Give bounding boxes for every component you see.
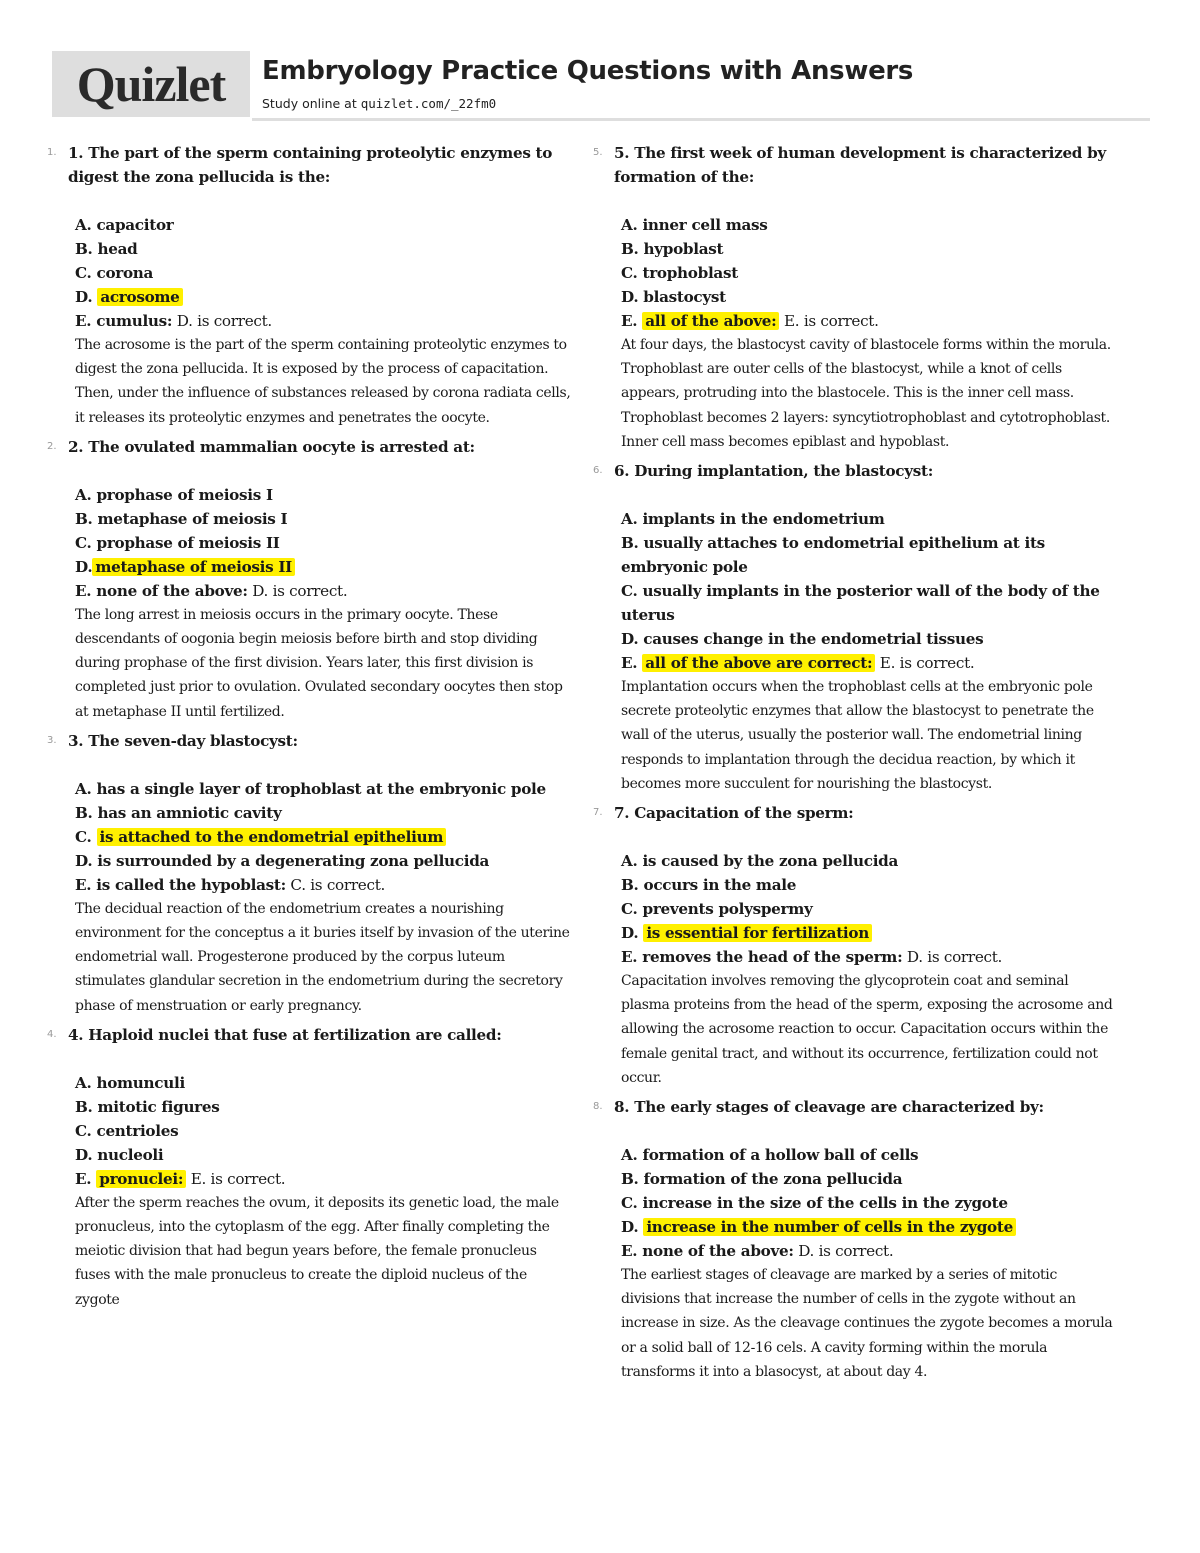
answer-explanation: The decidual reaction of the endometrium creates a nourishing environment for the conceptus a it buries itself by invasion of the uterine endometrial wall. Progesterone produced by the corpus luteum stimulates glandular secretion in the endometrium during the secretory phase of menstruation or early pregnancy. — [75, 900, 570, 1014]
option-prefix: D. — [75, 557, 93, 576]
option-label: E. none of the above: — [75, 581, 248, 600]
highlighted-answer: pronuclei: — [96, 1170, 186, 1188]
question-number: 4. — [47, 1028, 57, 1040]
option-label: E. is called the hypoblast: — [75, 875, 286, 894]
answer-explanation: The long arrest in meiosis occurs in the primary oocyte. These descendants of oogonia begin meiosis before birth and stop dividing during prophase of the first division. Years later, this first division is completed just prior to ovulation. Ovulated secondary oocytes then stop at metaphase II until fertilized. — [75, 606, 563, 720]
question-stem: 3. The seven-day blastocyst: — [68, 731, 298, 750]
left-column — [47, 141, 572, 1317]
question-stem: 7. Capacitation of the sperm: — [614, 804, 854, 823]
question-stem: 1. The part of the sperm containing proteolytic enzymes to digest the zona pellucida is the: — [68, 144, 553, 186]
option-prefix: D. — [75, 288, 98, 306]
option-label: B. head — [75, 240, 138, 258]
option-label: B. hypoblast — [621, 240, 724, 258]
quizlet-logo — [52, 51, 250, 117]
option-label: B. metaphase of meiosis I — [75, 509, 288, 528]
option-label: B. formation of the zona pellucida — [621, 1170, 903, 1189]
correct-answer-note: C. is correct. — [285, 875, 386, 894]
correct-answer-note: E. is correct. — [186, 1169, 286, 1188]
question-stem: 8. The early stages of cleavage are characterized by: — [614, 1098, 1044, 1117]
answer-option — [75, 309, 572, 333]
option-label: D. causes change in the endometrial tissues — [621, 630, 984, 649]
question-5 — [593, 141, 1118, 454]
option-label: D. nucleoli — [75, 1145, 164, 1164]
study-online-label: Study online at — [262, 96, 361, 111]
question-3 — [47, 729, 572, 1018]
option-label: E. removes the head of the sperm: — [621, 948, 903, 967]
answer-option — [621, 261, 1118, 285]
answer-option — [621, 1167, 1118, 1191]
option-label: A. is caused by the zona pellucida — [621, 852, 899, 871]
option-label: C. corona — [75, 264, 154, 282]
answer-options — [68, 777, 572, 897]
question-8 — [593, 1095, 1118, 1384]
answer-option — [621, 1191, 1118, 1215]
highlighted-answer: all of the above: — [642, 312, 779, 330]
correct-answer-note: D. is correct. — [793, 1242, 894, 1261]
answer-option — [75, 1143, 572, 1167]
answer-option — [621, 285, 1118, 309]
question-4 — [47, 1023, 572, 1312]
question-stem: 5. The first week of human development is characterized by formation of the: — [614, 144, 1106, 186]
highlighted-answer: increase in the number of cells in the zygote — [643, 1218, 1016, 1236]
answer-option — [75, 531, 572, 555]
answer-option — [75, 1119, 572, 1143]
highlighted-answer: is essential for fertilization — [643, 924, 872, 942]
answer-option — [621, 213, 1118, 237]
option-label: A. has a single layer of trophoblast at the embryonic pole — [75, 779, 546, 798]
logo-text: Quizlet — [76, 56, 226, 112]
correct-answer-note: E. is correct. — [779, 312, 879, 330]
option-label: C. trophoblast — [621, 264, 738, 282]
highlighted-answer: acrosome — [97, 288, 182, 306]
correct-answer-note: D. is correct. — [172, 312, 272, 330]
answer-explanation: Implantation occurs when the trophoblast cells at the embryonic pole secrete proteolytic enzymes that allow the blastocyst to penetrate the wall of the uterus, usually the posterior wall. The endometrial lining responds to implantation through the decidua reaction, by which it becomes more succulent for nourishing the blastocyst. — [621, 679, 1094, 792]
answer-options — [614, 213, 1118, 333]
option-label: A. homunculi — [75, 1073, 185, 1092]
highlighted-answer: is attached to the endometrial epithelium — [97, 828, 447, 846]
option-label: C. increase in the size of the cells in the zygote — [621, 1194, 1008, 1213]
option-prefix: D. — [621, 1218, 644, 1237]
answer-explanation: The earliest stages of cleavage are marked by a series of mitotic divisions that increase the number of cells in the zygote without an increase in size. As the cleavage continues the zygote becomes a morula or a solid ball of 12-16 cels. A cavity forming within the morula transforms it into a blasocyst, at about day 4. — [621, 1267, 1113, 1380]
correct-answer-note: D. is correct. — [247, 581, 348, 600]
answer-option — [621, 531, 1118, 579]
question-stem: 6. During implantation, the blastocyst: — [614, 462, 934, 481]
option-prefix: E. — [75, 1169, 97, 1188]
answer-options — [68, 213, 572, 333]
answer-option — [75, 579, 572, 603]
question-number: 8. — [593, 1101, 603, 1113]
page-title: Embryology Practice Questions with Answers — [262, 56, 914, 86]
answer-options — [614, 507, 1118, 675]
answer-option — [75, 873, 572, 897]
header-divider — [252, 118, 1150, 121]
option-label: B. mitotic figures — [75, 1097, 220, 1116]
answer-option-correct — [75, 825, 572, 849]
answer-explanation: At four days, the blastocyst cavity of blastocele forms within the morula. Trophoblast are outer cells of the blastocyst, while a knot of cells appears, protruding into the blastocele. This is the inner cell mass. Trophoblast becomes 2 layers: syncytiotrophoblast and cytotrophoblast. Inner cell mass becomes epiblast and hypoblast. — [621, 337, 1111, 450]
answer-explanation: Capacitation involves removing the glycoprotein coat and seminal plasma proteins from the head of the sperm, exposing the acrosome and allowing the acrosome reaction to occur. Capacitation occurs within the female genital tract, and without its occurrence, fertilization could not occur. — [621, 973, 1113, 1086]
option-label: B. has an amniotic cavity — [75, 803, 282, 822]
answer-option — [621, 873, 1118, 897]
option-label: A. implants in the endometrium — [621, 510, 885, 529]
question-2 — [47, 435, 572, 724]
option-label: E. none of the above: — [621, 1242, 794, 1261]
answer-option — [75, 213, 572, 237]
option-label: D. is surrounded by a degenerating zona pellucida — [75, 851, 490, 870]
highlighted-answer: metaphase of meiosis II — [92, 558, 295, 576]
answer-option — [75, 777, 572, 801]
answer-option — [621, 1239, 1118, 1263]
answer-option-correct — [621, 921, 1118, 945]
answer-option — [621, 1143, 1118, 1167]
option-label: B. usually attaches to endometrial epithelium at its embryonic pole — [621, 534, 1045, 577]
answer-option — [75, 1071, 572, 1095]
study-online-link[interactable]: quizlet.com/_22fm0 — [360, 96, 497, 111]
option-prefix: E. — [621, 654, 643, 673]
answer-option-correct — [621, 1215, 1118, 1239]
answer-option — [75, 507, 572, 531]
answer-option-correct — [621, 309, 1118, 333]
answer-option — [621, 627, 1118, 651]
option-label: C. usually implants in the posterior wall of the body of the uterus — [621, 582, 1100, 625]
answer-option-correct — [75, 1167, 572, 1191]
answer-option — [621, 579, 1118, 627]
answer-option — [621, 237, 1118, 261]
answer-option — [621, 945, 1118, 969]
answer-option — [621, 897, 1118, 921]
answer-option-correct — [75, 555, 572, 579]
question-stem: 2. The ovulated mammalian oocyte is arrested at: — [68, 437, 475, 456]
option-label: A. inner cell mass — [621, 216, 768, 234]
answer-option-correct — [621, 651, 1118, 675]
right-column — [593, 141, 1118, 1389]
option-label: C. prophase of meiosis II — [75, 533, 280, 552]
option-label: A. formation of a hollow ball of cells — [621, 1146, 919, 1165]
question-number: 6. — [593, 465, 603, 477]
option-prefix: E. — [621, 312, 643, 330]
answer-option — [75, 261, 572, 285]
option-label: C. centrioles — [75, 1121, 179, 1140]
option-label: B. occurs in the male — [621, 876, 797, 895]
answer-options — [614, 1143, 1118, 1263]
option-prefix: D. — [621, 924, 644, 943]
answer-option — [621, 507, 1118, 531]
question-stem: 4. Haploid nuclei that fuse at fertilization are called: — [68, 1025, 502, 1044]
answer-option — [75, 849, 572, 873]
answer-option — [75, 801, 572, 825]
answer-option — [75, 483, 572, 507]
option-label: E. cumulus: — [75, 312, 173, 330]
answer-option — [75, 237, 572, 261]
question-number: 7. — [593, 807, 603, 819]
question-number: 3. — [47, 734, 57, 746]
option-label: A. capacitor — [75, 216, 174, 234]
correct-answer-note: D. is correct. — [902, 948, 1003, 967]
answer-options — [68, 483, 572, 603]
question-7 — [593, 801, 1118, 1090]
question-6 — [593, 459, 1118, 796]
question-1 — [47, 141, 572, 430]
option-label: C. prevents polyspermy — [621, 900, 813, 919]
option-label: A. prophase of meiosis I — [75, 485, 273, 504]
answer-option-correct — [75, 285, 572, 309]
answer-options — [68, 1071, 572, 1191]
question-number: 5. — [593, 147, 603, 158]
answer-explanation: The acrosome is the part of the sperm containing proteolytic enzymes to digest the zona pellucida. It is exposed by the process of capacitation. Then, under the influence of substances released by corona radiata cells, it releases its proteolytic enzymes and penetrates the oocyte. — [75, 337, 571, 426]
answer-explanation: After the sperm reaches the ovum, it deposits its genetic load, the male pronucleus, into the cytoplasm of the egg. After finally completing the meiotic division that had begun years before, the female pronucleus fuses with the male pronucleus to create the diploid nucleus of the zygote — [75, 1194, 559, 1308]
answer-option — [621, 849, 1118, 873]
option-label: D. blastocyst — [621, 288, 726, 306]
study-online-line — [262, 96, 496, 111]
highlighted-answer: all of the above are correct: — [642, 654, 875, 672]
answer-options — [614, 849, 1118, 969]
answer-option — [75, 1095, 572, 1119]
correct-answer-note: E. is correct. — [875, 654, 975, 673]
question-number: 2. — [47, 440, 57, 452]
question-number: 1. — [47, 147, 57, 158]
option-prefix: C. — [75, 827, 97, 846]
